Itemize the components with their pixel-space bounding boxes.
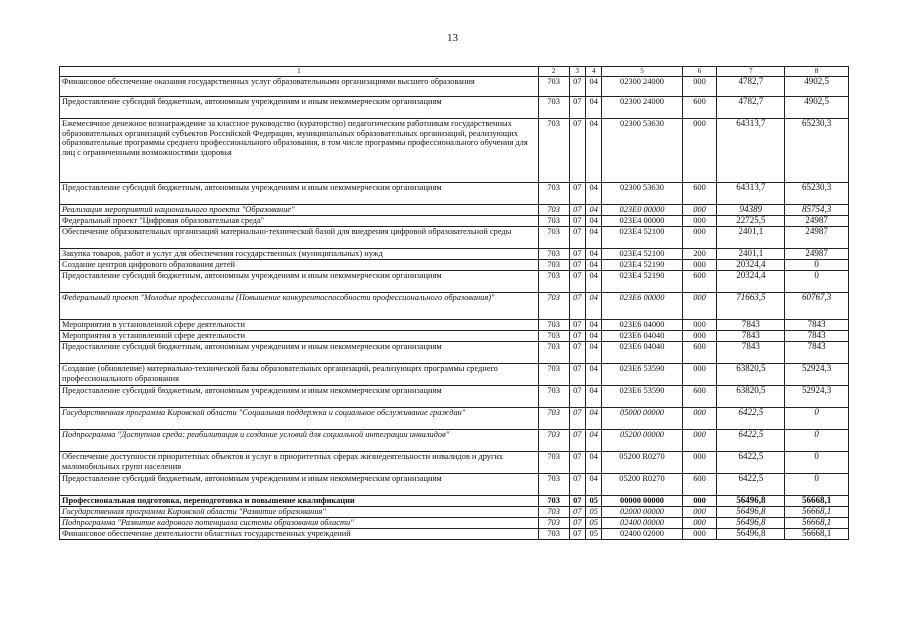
row-section-cell: 07 (569, 331, 585, 342)
row-amount-year1-cell: 6422,5 (717, 430, 785, 452)
header-col-7: 7 (717, 67, 785, 77)
row-section-cell: 07 (569, 342, 585, 364)
row-gr-cell: 703 (538, 529, 569, 540)
row-section-cell: 07 (569, 452, 585, 474)
row-section-cell: 07 (569, 474, 585, 496)
row-amount-year2-cell: 7843 (785, 331, 849, 342)
row-amount-year2-cell: 24987 (785, 216, 849, 227)
row-subsection-cell: 05 (585, 507, 601, 518)
row-amount-year1-cell: 56496,8 (717, 529, 785, 540)
row-amount-year1-cell: 6422,5 (717, 474, 785, 496)
row-subsection-cell: 04 (585, 97, 601, 119)
row-name-cell: Подпрограмма "Развитие кадрового потенциала системы образования области" (60, 518, 539, 529)
header-col-8: 8 (785, 67, 849, 77)
header-col-6: 6 (682, 67, 717, 77)
row-target-article-cell: 023E4 52100 (602, 249, 682, 260)
row-gr-cell: 703 (538, 496, 569, 507)
row-section-cell: 07 (569, 227, 585, 249)
row-target-article-cell: 023E6 04040 (602, 342, 682, 364)
row-amount-year1-cell: 6422,5 (717, 452, 785, 474)
row-subsection-cell: 04 (585, 408, 601, 430)
row-section-cell: 07 (569, 507, 585, 518)
row-section-cell: 07 (569, 260, 585, 271)
row-name-cell: Реализация мероприятий национального проекта "Образование" (60, 205, 539, 216)
table-row (60, 430, 849, 452)
row-amount-year1-cell: 2401,1 (717, 227, 785, 249)
row-expense-type-cell: 000 (682, 452, 717, 474)
row-subsection-cell: 04 (585, 364, 601, 386)
row-gr-cell: 703 (538, 364, 569, 386)
row-expense-type-cell: 000 (682, 496, 717, 507)
row-subsection-cell: 04 (585, 342, 601, 364)
row-name-cell: Создание центров цифрового образования детей (60, 260, 539, 271)
row-gr-cell: 703 (538, 216, 569, 227)
row-target-article-cell: 023E6 53590 (602, 364, 682, 386)
row-subsection-cell: 04 (585, 452, 601, 474)
row-amount-year2-cell: 24987 (785, 249, 849, 260)
row-amount-year1-cell: 63820,5 (717, 364, 785, 386)
row-subsection-cell: 04 (585, 331, 601, 342)
row-amount-year1-cell: 56496,8 (717, 507, 785, 518)
table-row (60, 249, 849, 260)
row-amount-year1-cell: 4782,7 (717, 77, 785, 97)
row-amount-year2-cell: 0 (785, 408, 849, 430)
row-name-cell: Подпрограмма "Доступная среда: реабилитация и создание условий для социальной интеграции инвалидов" (60, 430, 539, 452)
row-section-cell: 07 (569, 271, 585, 293)
row-target-article-cell: 023E4 52190 (602, 260, 682, 271)
row-expense-type-cell: 000 (682, 227, 717, 249)
row-amount-year2-cell: 52924,3 (785, 364, 849, 386)
row-target-article-cell: 023E6 04000 (602, 320, 682, 331)
row-subsection-cell: 04 (585, 249, 601, 260)
row-name-cell: Федеральный проект "Молодые профессионалы (Повышение конкурентоспособности профессионального образования)" (60, 293, 539, 320)
row-subsection-cell: 04 (585, 293, 601, 320)
row-gr-cell: 703 (538, 507, 569, 518)
row-amount-year2-cell: 0 (785, 474, 849, 496)
row-subsection-cell: 04 (585, 227, 601, 249)
row-target-article-cell: 023E6 00000 (602, 293, 682, 320)
row-target-article-cell: 02300 24000 (602, 97, 682, 119)
row-subsection-cell: 04 (585, 205, 601, 216)
row-expense-type-cell: 000 (682, 119, 717, 183)
row-subsection-cell: 04 (585, 386, 601, 408)
row-target-article-cell: 02300 24000 (602, 77, 682, 97)
table-row (60, 293, 849, 320)
row-amount-year2-cell: 52924,3 (785, 386, 849, 408)
row-gr-cell: 703 (538, 77, 569, 97)
row-amount-year2-cell: 7843 (785, 320, 849, 331)
row-expense-type-cell: 200 (682, 249, 717, 260)
row-gr-cell: 703 (538, 227, 569, 249)
row-expense-type-cell: 000 (682, 364, 717, 386)
table-row (60, 205, 849, 216)
row-expense-type-cell: 600 (682, 386, 717, 408)
table-row (60, 331, 849, 342)
table-row (60, 474, 849, 496)
row-section-cell: 07 (569, 496, 585, 507)
page-number: 13 (447, 32, 458, 44)
row-name-cell: Создание (обновление) материально-технической базы образовательных организаций, реализующих программы среднего профессионального образования (60, 364, 539, 386)
row-amount-year2-cell: 56668,1 (785, 496, 849, 507)
table-row (60, 320, 849, 331)
row-name-cell: Мероприятия в установленной сфере деятельности (60, 320, 539, 331)
row-gr-cell: 703 (538, 119, 569, 183)
row-gr-cell: 703 (538, 430, 569, 452)
row-amount-year2-cell: 56668,1 (785, 529, 849, 540)
row-subsection-cell: 04 (585, 183, 601, 205)
row-expense-type-cell: 000 (682, 518, 717, 529)
row-target-article-cell: 023E4 52100 (602, 227, 682, 249)
table-row (60, 271, 849, 293)
row-section-cell: 07 (569, 205, 585, 216)
row-amount-year1-cell: 94389 (717, 205, 785, 216)
table-row (60, 227, 849, 249)
row-target-article-cell: 02300 53630 (602, 119, 682, 183)
table-row (60, 97, 849, 119)
row-gr-cell: 703 (538, 518, 569, 529)
row-subsection-cell: 05 (585, 529, 601, 540)
row-gr-cell: 703 (538, 331, 569, 342)
row-gr-cell: 703 (538, 320, 569, 331)
row-subsection-cell: 04 (585, 271, 601, 293)
header-col-1: 1 (60, 67, 539, 77)
row-target-article-cell: 05200 R0270 (602, 452, 682, 474)
row-amount-year1-cell: 20324,4 (717, 271, 785, 293)
row-gr-cell: 703 (538, 474, 569, 496)
row-subsection-cell: 04 (585, 320, 601, 331)
row-amount-year2-cell: 56668,1 (785, 507, 849, 518)
row-expense-type-cell: 000 (682, 529, 717, 540)
row-section-cell: 07 (569, 97, 585, 119)
row-gr-cell: 703 (538, 97, 569, 119)
row-amount-year2-cell: 65230,3 (785, 119, 849, 183)
row-section-cell: 07 (569, 364, 585, 386)
row-section-cell: 07 (569, 183, 585, 205)
row-amount-year2-cell: 4902,5 (785, 77, 849, 97)
row-subsection-cell: 04 (585, 119, 601, 183)
table-row (60, 496, 849, 507)
row-target-article-cell: 05000 00000 (602, 408, 682, 430)
row-expense-type-cell: 600 (682, 97, 717, 119)
table-row (60, 183, 849, 205)
row-target-article-cell: 023E6 04040 (602, 331, 682, 342)
row-name-cell: Профессиональная подготовка, переподготовка и повышение квалификации (60, 496, 539, 507)
row-section-cell: 07 (569, 249, 585, 260)
row-section-cell: 07 (569, 293, 585, 320)
row-amount-year1-cell: 56496,8 (717, 496, 785, 507)
table-row (60, 342, 849, 364)
row-name-cell: Финансовое обеспечение оказания государственных услуг образовательными организациями высшего образования (60, 77, 539, 97)
row-amount-year1-cell: 56496,8 (717, 518, 785, 529)
row-name-cell: Ежемесячное денежное вознаграждение за классное руководство (кураторство) педагогическим работникам государственных образовательных организаций субъектов Российской Федерации, муниципальных образовательных организаций, реализующих образовательные программы среднего профессионального образования, в том числе программы профессионального обучения для лиц с ограниченными возможностями здоровья (60, 119, 539, 183)
row-gr-cell: 703 (538, 271, 569, 293)
table-row (60, 452, 849, 474)
row-target-article-cell: 02400 00000 (602, 518, 682, 529)
row-target-article-cell: 023E6 53590 (602, 386, 682, 408)
row-gr-cell: 703 (538, 183, 569, 205)
row-amount-year2-cell: 85754,3 (785, 205, 849, 216)
header-col-2: 2 (538, 67, 569, 77)
row-gr-cell: 703 (538, 452, 569, 474)
table-row (60, 216, 849, 227)
row-amount-year2-cell: 0 (785, 452, 849, 474)
row-amount-year1-cell: 64313,7 (717, 119, 785, 183)
row-target-article-cell: 02000 00000 (602, 507, 682, 518)
row-section-cell: 07 (569, 216, 585, 227)
row-amount-year1-cell: 7843 (717, 331, 785, 342)
row-expense-type-cell: 000 (682, 293, 717, 320)
row-name-cell: Предоставление субсидий бюджетным, автономным учреждениям и иным некоммерческим организациям (60, 271, 539, 293)
row-target-article-cell: 05200 00000 (602, 430, 682, 452)
row-expense-type-cell: 600 (682, 342, 717, 364)
table-row (60, 408, 849, 430)
row-expense-type-cell: 000 (682, 216, 717, 227)
row-target-article-cell: 00000 00000 (602, 496, 682, 507)
row-section-cell: 07 (569, 386, 585, 408)
table-row (60, 507, 849, 518)
table-row (60, 364, 849, 386)
row-expense-type-cell: 000 (682, 77, 717, 97)
row-amount-year1-cell: 4782,7 (717, 97, 785, 119)
row-name-cell: Государственная программа Кировской области "Социальная поддержка и социальное обслуживание граждан" (60, 408, 539, 430)
row-subsection-cell: 04 (585, 430, 601, 452)
row-name-cell: Федеральный проект "Цифровая образовательная среда" (60, 216, 539, 227)
row-expense-type-cell: 600 (682, 183, 717, 205)
row-expense-type-cell: 000 (682, 205, 717, 216)
row-name-cell: Предоставление субсидий бюджетным, автономным учреждениям и иным некоммерческим организациям (60, 97, 539, 119)
row-amount-year2-cell: 0 (785, 271, 849, 293)
row-amount-year2-cell: 4902,5 (785, 97, 849, 119)
row-gr-cell: 703 (538, 386, 569, 408)
row-target-article-cell: 023E0 00000 (602, 205, 682, 216)
table-row (60, 529, 849, 540)
row-amount-year1-cell: 20324,4 (717, 260, 785, 271)
table-row (60, 386, 849, 408)
row-expense-type-cell: 600 (682, 474, 717, 496)
row-section-cell: 07 (569, 408, 585, 430)
row-name-cell: Обеспечение образовательных организаций материально-технической базой для внедрения цифровой образовательной среды (60, 227, 539, 249)
row-expense-type-cell: 000 (682, 430, 717, 452)
row-name-cell: Предоставление субсидий бюджетным, автономным учреждениям и иным некоммерческим организациям (60, 474, 539, 496)
row-gr-cell: 703 (538, 249, 569, 260)
table-row (60, 518, 849, 529)
row-amount-year1-cell: 63820,5 (717, 386, 785, 408)
row-section-cell: 07 (569, 430, 585, 452)
row-name-cell: Предоставление субсидий бюджетным, автономным учреждениям и иным некоммерческим организациям (60, 386, 539, 408)
row-amount-year1-cell: 2401,1 (717, 249, 785, 260)
row-gr-cell: 703 (538, 408, 569, 430)
row-expense-type-cell: 000 (682, 260, 717, 271)
header-col-3: 3 (569, 67, 585, 77)
row-target-article-cell: 05200 R0270 (602, 474, 682, 496)
row-subsection-cell: 04 (585, 216, 601, 227)
row-expense-type-cell: 000 (682, 408, 717, 430)
row-expense-type-cell: 000 (682, 507, 717, 518)
row-name-cell: Финансовое обеспечение деятельности областных государственных учреждений (60, 529, 539, 540)
row-amount-year1-cell: 64313,7 (717, 183, 785, 205)
row-section-cell: 07 (569, 518, 585, 529)
row-name-cell: Предоставление субсидий бюджетным, автономным учреждениям и иным некоммерческим организациям (60, 183, 539, 205)
row-amount-year1-cell: 6422,5 (717, 408, 785, 430)
row-subsection-cell: 05 (585, 518, 601, 529)
row-amount-year1-cell: 71663,5 (717, 293, 785, 320)
table-row (60, 119, 849, 183)
row-gr-cell: 703 (538, 342, 569, 364)
header-row (60, 67, 849, 77)
row-amount-year1-cell: 7843 (717, 320, 785, 331)
row-target-article-cell: 02400 02000 (602, 529, 682, 540)
row-expense-type-cell: 000 (682, 320, 717, 331)
budget-table-body (60, 67, 849, 540)
row-amount-year2-cell: 0 (785, 430, 849, 452)
row-section-cell: 07 (569, 320, 585, 331)
row-amount-year2-cell: 0 (785, 260, 849, 271)
row-section-cell: 07 (569, 77, 585, 97)
table-row (60, 260, 849, 271)
row-name-cell: Закупка товаров, работ и услуг для обеспечения государственных (муниципальных) нужд (60, 249, 539, 260)
row-name-cell: Обеспечение доступности приоритетных объектов и услуг в приоритетных сферах жизнедеятельности инвалидов и других маломобильных групп населения (60, 452, 539, 474)
budget-table (59, 66, 849, 540)
row-subsection-cell: 05 (585, 496, 601, 507)
row-section-cell: 07 (569, 529, 585, 540)
row-gr-cell: 703 (538, 293, 569, 320)
row-gr-cell: 703 (538, 260, 569, 271)
row-name-cell: Предоставление субсидий бюджетным, автономным учреждениям и иным некоммерческим организациям (60, 342, 539, 364)
row-name-cell: Государственная программа Кировской области "Развитие образования" (60, 507, 539, 518)
row-amount-year2-cell: 7843 (785, 342, 849, 364)
row-amount-year2-cell: 56668,1 (785, 518, 849, 529)
header-col-4: 4 (585, 67, 601, 77)
row-name-cell: Мероприятия в установленной сфере деятельности (60, 331, 539, 342)
row-amount-year2-cell: 60767,3 (785, 293, 849, 320)
row-target-article-cell: 023E4 00000 (602, 216, 682, 227)
row-expense-type-cell: 600 (682, 271, 717, 293)
row-amount-year1-cell: 22725,5 (717, 216, 785, 227)
row-subsection-cell: 04 (585, 474, 601, 496)
row-subsection-cell: 04 (585, 77, 601, 97)
header-col-5: 5 (602, 67, 682, 77)
row-amount-year2-cell: 65230,3 (785, 183, 849, 205)
row-gr-cell: 703 (538, 205, 569, 216)
row-amount-year1-cell: 7843 (717, 342, 785, 364)
row-section-cell: 07 (569, 119, 585, 183)
row-target-article-cell: 023E4 52190 (602, 271, 682, 293)
row-subsection-cell: 04 (585, 260, 601, 271)
table-row (60, 77, 849, 97)
row-expense-type-cell: 000 (682, 331, 717, 342)
row-target-article-cell: 02300 53630 (602, 183, 682, 205)
row-amount-year2-cell: 24987 (785, 227, 849, 249)
